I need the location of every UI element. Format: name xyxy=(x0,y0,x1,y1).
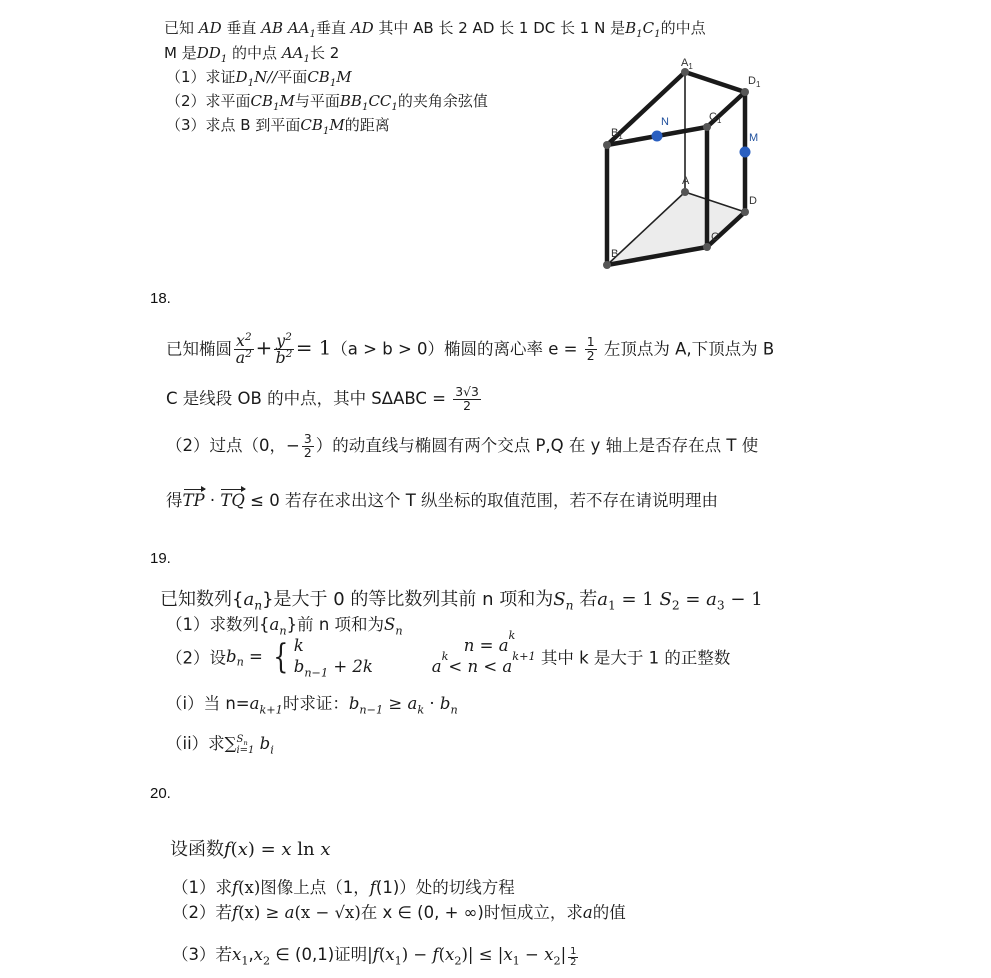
math: x xyxy=(281,839,292,860)
subscript: 1 xyxy=(247,78,255,89)
label-d1: $D_1$ xyxy=(748,75,761,89)
p19-line-4 xyxy=(166,690,458,717)
p19-line-1 xyxy=(160,585,763,611)
math: S xyxy=(553,589,566,610)
math: DD xyxy=(196,44,221,62)
p17-question-1 xyxy=(166,66,352,87)
subscript: i xyxy=(270,743,274,757)
math: (x − √x) xyxy=(294,903,361,922)
math: a xyxy=(243,589,255,610)
label-c: C xyxy=(711,231,719,243)
subscript: 1 xyxy=(391,102,398,113)
fraction-three-halves: $\frac{3}{2}$ xyxy=(303,432,312,460)
math: AD xyxy=(350,19,374,37)
math: x xyxy=(320,839,331,860)
math: S xyxy=(659,589,672,610)
subscript: 1 xyxy=(220,54,228,65)
math: a xyxy=(706,589,717,610)
math: b xyxy=(348,694,360,713)
math: b xyxy=(226,647,237,667)
subscript: n xyxy=(254,598,263,613)
math: a xyxy=(407,694,418,713)
math: x xyxy=(445,945,455,964)
p19-line-2 xyxy=(166,611,403,638)
label-n: N xyxy=(661,116,669,128)
math: = 1 xyxy=(295,336,332,360)
subscript: 1 xyxy=(394,954,402,968)
text: 得 xyxy=(166,491,183,510)
text: （1）求 xyxy=(172,878,232,897)
text: M 是 xyxy=(164,44,197,62)
text: 平面 xyxy=(277,68,308,86)
text: 长 2 xyxy=(309,44,340,62)
subscript: 1 xyxy=(329,78,337,89)
p17-question-2 xyxy=(166,90,488,111)
text: （1）求证 xyxy=(166,68,236,86)
math: (x) xyxy=(238,878,261,897)
p17-line-2 xyxy=(164,42,339,63)
label-m: M xyxy=(749,132,759,144)
subscript: 1 xyxy=(361,102,369,113)
vector-tq: TQ xyxy=(220,491,245,510)
math: x xyxy=(237,839,248,860)
text: C 是线段 OB 的中点，其中 SΔABC = xyxy=(166,389,452,408)
math: AB xyxy=(261,19,284,37)
math: AA xyxy=(287,19,310,37)
math: M xyxy=(329,116,345,134)
math: b xyxy=(439,694,451,713)
p18-line-2 xyxy=(166,385,483,413)
math: f xyxy=(224,839,231,860)
p18-line-3 xyxy=(166,432,758,460)
math: = xyxy=(679,589,707,610)
subscript: 1 xyxy=(309,29,316,40)
text: （2）求平面 xyxy=(166,92,251,110)
text: 的中点 xyxy=(227,44,282,62)
text: 的中点 xyxy=(660,19,706,37)
text: (1)）处的切线方程 xyxy=(375,878,515,897)
text: 已知 xyxy=(164,19,199,37)
math: f xyxy=(432,945,439,964)
p17-question-3 xyxy=(166,114,390,135)
math: ) = xyxy=(247,839,282,860)
text: 与平面 xyxy=(294,92,340,110)
text: ）的动直线与椭圆有两个交点 P,Q 在 y 轴上是否存在点 T 使 xyxy=(315,436,759,455)
math: ( xyxy=(438,945,446,964)
subscript: 1 xyxy=(273,102,280,113)
text: ≤ 0 若存在求出这个 T 纵坐标的取值范围，若不存在请说明理由 xyxy=(244,491,719,510)
label-b1: $B_1$ xyxy=(611,127,623,141)
label-d: D xyxy=(749,195,757,207)
subscript: 1 xyxy=(607,598,616,613)
text: 的距离 xyxy=(344,116,390,134)
problem-20-number: 20. xyxy=(150,785,171,802)
math: ( xyxy=(230,839,238,860)
p17-line-1 xyxy=(164,17,706,38)
math: x xyxy=(232,945,242,964)
fraction-one-half: $\frac{1}{2}$ xyxy=(586,335,595,364)
math: f xyxy=(369,878,376,897)
math: CC xyxy=(368,92,392,110)
text: （i）当 n= xyxy=(166,694,250,713)
math: a xyxy=(597,589,608,610)
p20-line-1 xyxy=(170,835,331,861)
math: a xyxy=(269,615,280,634)
prism-figure xyxy=(590,50,780,280)
math: CB xyxy=(250,92,274,110)
math: M xyxy=(279,92,295,110)
text: 时求证： xyxy=(282,694,349,713)
text: （3）若 xyxy=(172,945,232,964)
problem-18-number: 18. xyxy=(150,290,171,307)
math: M xyxy=(336,68,352,86)
subscript: 2 xyxy=(671,598,680,613)
p19-line-5 xyxy=(166,730,274,756)
math: C xyxy=(642,19,655,37)
subscript: n xyxy=(565,598,574,613)
math: D xyxy=(235,68,248,86)
text: , xyxy=(248,945,254,964)
math: + xyxy=(255,336,273,360)
fraction-y2-b2: $\frac{y^2}{b^2}$ xyxy=(275,329,293,368)
math: AD xyxy=(198,19,222,37)
subscript: n xyxy=(450,703,458,717)
label-a1: $A_1$ xyxy=(681,57,693,71)
subscript: 1 xyxy=(322,126,330,137)
math: · xyxy=(424,694,440,713)
math: − xyxy=(519,945,545,964)
math: x xyxy=(385,945,395,964)
subscript: 1 xyxy=(303,54,310,65)
math: f xyxy=(372,945,379,964)
p20-line-4 xyxy=(172,941,580,968)
math: ) − xyxy=(401,945,433,964)
text: （1）求数列{ xyxy=(166,615,270,634)
text: 若 xyxy=(573,589,598,610)
math: CB xyxy=(300,116,323,134)
text: 的值 xyxy=(592,903,626,922)
p18-line-1 xyxy=(166,329,775,368)
exponent-one-half: $\frac{1}{2}$ xyxy=(570,945,577,968)
text: 其中 k 是大于 1 的正整数 xyxy=(535,648,731,668)
text: （2）过点（0，− xyxy=(166,436,300,455)
text: （ii）求 xyxy=(166,734,225,753)
math: (x) ≥ xyxy=(238,903,285,922)
math: | xyxy=(560,945,567,964)
text: （3）求点 B 到平面 xyxy=(166,116,301,134)
text: 在 x ∈ (0, + ∞)时恒成立，求 xyxy=(360,903,583,922)
subscript: n−1 xyxy=(359,703,384,717)
p19-line-3 xyxy=(166,629,731,679)
math: )| ≤ | xyxy=(461,945,504,964)
subscript: 1 xyxy=(654,29,661,40)
subscript: k+1 xyxy=(259,703,283,717)
math: x xyxy=(503,945,513,964)
point-n-dot xyxy=(652,131,663,142)
text: 左顶点为 A,下顶点为 B xyxy=(598,339,775,359)
math: ln xyxy=(291,839,321,860)
math: N xyxy=(254,68,268,86)
left-brace: { xyxy=(273,636,289,677)
label-b: B xyxy=(611,248,619,260)
fraction-area: $\frac{3√3}{2}$ xyxy=(455,385,479,413)
math: B xyxy=(625,19,637,37)
text: （a > b > 0）椭圆的离心率 e = xyxy=(331,339,583,359)
text: 设函数 xyxy=(170,839,224,860)
subscript: 2 xyxy=(454,954,462,968)
subscript: 1 xyxy=(241,954,249,968)
subscript: k xyxy=(417,703,425,717)
subscript: n xyxy=(395,624,403,638)
math: // xyxy=(267,68,278,86)
math: ( xyxy=(378,945,386,964)
piecewise-cases xyxy=(293,629,536,679)
label-c1: $C_1$ xyxy=(709,111,722,125)
text: 垂直 xyxy=(315,19,351,37)
math: f xyxy=(232,903,239,922)
text: 其中 AB 长 2 AD 长 1 DC 长 1 N 是 xyxy=(373,19,626,37)
case-2: $b_{n-1} + 2k$ a k < n < a k+1 xyxy=(293,649,536,679)
text: 已知数列{ xyxy=(160,589,244,610)
math: − 1 xyxy=(724,589,763,610)
subscript: 3 xyxy=(716,598,725,613)
vector-tp: TP xyxy=(182,491,205,510)
text: 已知椭圆 xyxy=(166,339,232,359)
fraction-x2-a2: $\frac{x^2}{a^2}$ xyxy=(235,329,252,368)
text: 的夹角余弦值 xyxy=(397,92,488,110)
math: BB xyxy=(339,92,362,110)
text: }前 n 项和为 xyxy=(286,615,385,634)
subscript: 2 xyxy=(263,954,271,968)
math: CB xyxy=(307,68,330,86)
problem-19-number: 19. xyxy=(150,550,171,567)
p20-line-3 xyxy=(172,899,626,923)
math: AA xyxy=(281,44,304,62)
sum-symbol: ∑ xyxy=(224,734,237,753)
label-a: A xyxy=(682,175,690,187)
math: ≥ xyxy=(383,694,408,713)
subscript: 1 xyxy=(636,29,643,40)
text: · xyxy=(204,491,221,510)
math: a xyxy=(582,903,593,922)
text: }是大于 0 的等比数列其前 n 项和为 xyxy=(262,589,554,610)
math: x xyxy=(544,945,554,964)
math: a xyxy=(249,694,260,713)
text: （2）设 xyxy=(166,648,226,668)
subscript: 1 xyxy=(512,954,520,968)
math: b xyxy=(254,734,271,753)
text: 垂直 xyxy=(221,19,262,37)
p18-line-4 xyxy=(166,487,718,511)
text: 图像上点（1， xyxy=(260,878,370,897)
p20-line-2 xyxy=(172,874,515,898)
subscript: n xyxy=(236,655,244,669)
subscript: 2 xyxy=(553,954,561,968)
math: = xyxy=(243,647,269,667)
math: S xyxy=(384,615,396,634)
math: x xyxy=(253,945,264,964)
math: a xyxy=(284,903,295,922)
case-1: k n = a k xyxy=(293,629,516,655)
math: = 1 xyxy=(615,589,660,610)
subscript: n xyxy=(279,624,287,638)
math: f xyxy=(232,878,239,897)
text: （2）若 xyxy=(172,903,232,922)
point-m-dot xyxy=(740,147,751,158)
sum-limits: $S_n$ i=1 xyxy=(236,733,255,756)
text: ∈ (0,1)证明| xyxy=(270,945,373,964)
